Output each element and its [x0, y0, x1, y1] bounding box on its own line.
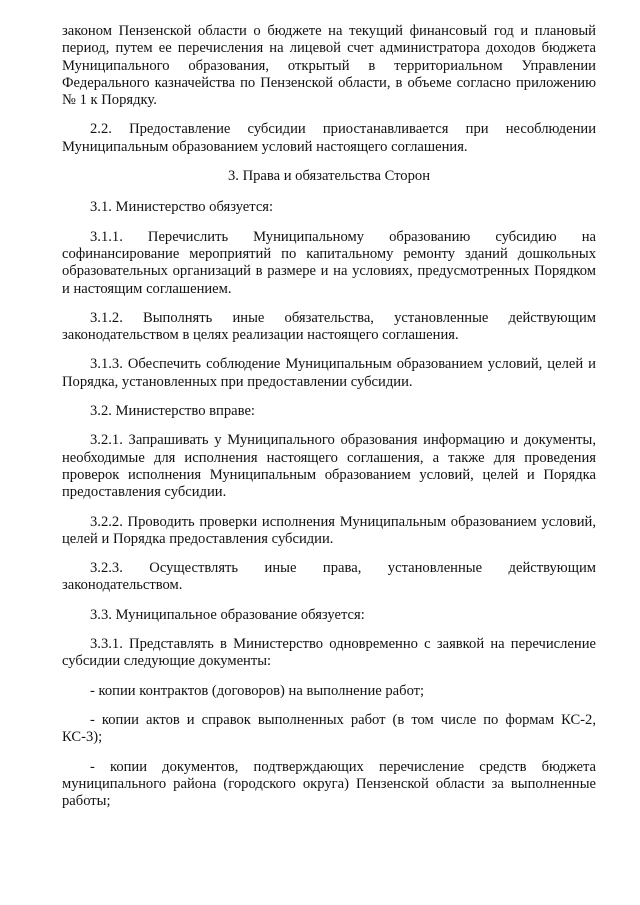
paragraph-3-2-2: 3.2.2. Проводить проверки исполнения Муниципальным образованием условий, целей и Порядка предоставления субсидии.	[62, 513, 596, 547]
paragraph-3-3: 3.3. Муниципальное образование обязуется:	[90, 606, 365, 623]
paragraph-3-2-3: 3.2.3. Осуществлять иные права, установленные действующим законодательством.	[62, 560, 596, 594]
paragraph-3-2: 3.2. Министерство вправе:	[90, 403, 255, 420]
paragraph-3-1-3: 3.1.3. Обеспечить соблюдение Муниципальным образованием условий, целей и Порядка, установленных при предоставлении субсидии.	[62, 356, 596, 390]
list-item-payment-docs: - копии документов, подтверждающих перечисление средств бюджета муниципального района (городского округа) Пензенской области за выполненные работы;	[62, 758, 596, 810]
paragraph-2-2: 2.2. Предоставление субсидии приостанавливается при несоблюдении Муниципальным образованием условий настоящего соглашения.	[62, 121, 596, 155]
document-page	[62, 23, 596, 822]
paragraph-3-1-1: 3.1.1. Перечислить Муниципальному образованию субсидию на софинансирование мероприятий по капитальному ремонту зданий дошкольных образовательных организаций в размере и на условиях, предусмотренных Порядком и настоящим соглашением.	[62, 228, 596, 297]
section-3-heading: 3. Права и обязательства Сторон	[227, 168, 431, 185]
paragraph-3-3-1: 3.3.1. Представлять в Министерство одновременно с заявкой на перечисление субсидии следующие документы:	[62, 636, 596, 670]
paragraph-3-2-1: 3.2.1. Запрашивать у Муниципального образования информацию и документы, необходимые для исполнения настоящего соглашения, а также для проведения проверок исполнения Муниципальным образованием условий, целей и Порядка предоставления субсидии.	[62, 432, 596, 501]
list-item-contracts: - копии контрактов (договоров) на выполнение работ;	[90, 682, 425, 699]
paragraph-2-1-continuation: законом Пензенской области о бюджете на текущий финансовый год и плановый период, путем ее перечисления на лицевой счет администратора доходов бюджета Муниципального образования, открытый в территориальном Управлении Федерального казначейства по Пензенской области, в объеме согласно приложению № 1 к Порядку.	[62, 23, 596, 109]
list-item-acts: - копии актов и справок выполненных работ (в том числе по формам КС-2, КС-3);	[62, 711, 596, 746]
paragraph-3-1-2: 3.1.2. Выполнять иные обязательства, установленные действующим законодательством в целях реализации настоящего соглашения.	[62, 309, 596, 344]
paragraph-3-1: 3.1. Министерство обязуется:	[90, 199, 274, 216]
